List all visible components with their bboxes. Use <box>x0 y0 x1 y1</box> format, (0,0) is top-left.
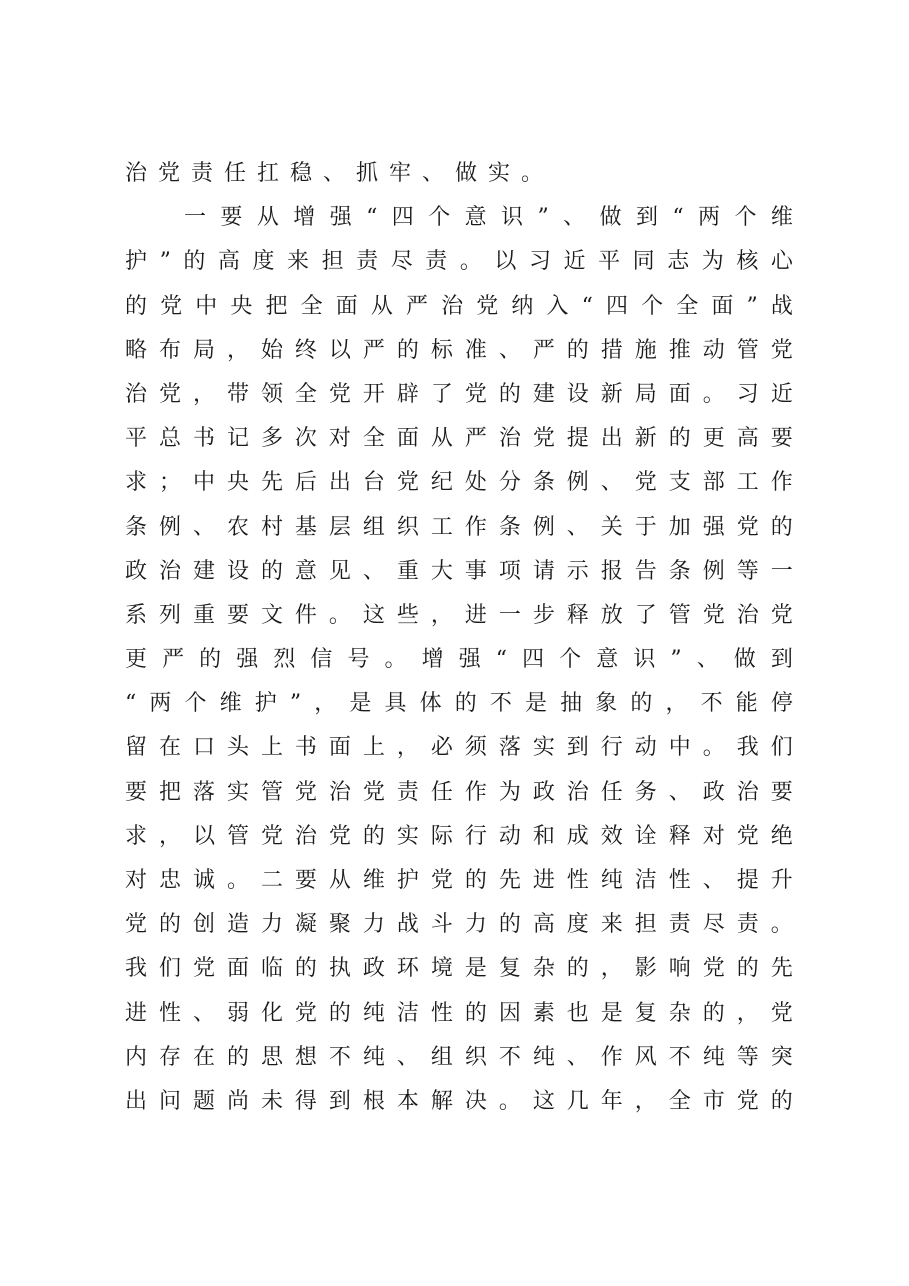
text-line: 护 ” 的 高 度 来 担 责 尽 责 。 以 习 近 平 同 志 为 核 心 <box>125 249 793 275</box>
text-line: 更 严 的 强 烈 信 号 。 增 强 “ 四 个 意 识 ” 、 做 到 <box>125 647 793 673</box>
text-line: 略 布 局 ， 始 终 以 严 的 标 准 、 严 的 措 施 推 动 管 党 <box>125 337 793 363</box>
text-line: 治党责任扛稳、抓牢、做实。 <box>125 161 555 186</box>
text-line: 政 治 建 设 的 意 见 、 重 大 事 项 请 示 报 告 条 例 等 一 <box>125 558 793 584</box>
text-line: 出 问 题 尚 未 得 到 根 本 解 决 。 这 几 年 ， 全 市 党 的 <box>125 1088 793 1114</box>
text-line: 留 在 口 头 上 书 面 上 ， 必 须 落 实 到 行 动 中 。 我 们 <box>125 735 793 761</box>
text-line: 进 性 、 弱 化 党 的 纯 洁 性 的 因 素 也 是 复 杂 的 ， 党 <box>125 1000 793 1026</box>
text-line: 的 党 中 央 把 全 面 从 严 治 党 纳 入 “ 四 个 全 面 ” 战 <box>125 293 793 319</box>
text-line: “ 两 个 维 护 ” ， 是 具 体 的 不 是 抽 象 的 ， 不 能 停 <box>125 691 793 717</box>
text-line: 要 把 落 实 管 党 治 党 责 任 作 为 政 治 任 务 、 政 治 要 <box>125 779 793 805</box>
text-line: 求 ； 中 央 先 后 出 台 党 纪 处 分 条 例 、 党 支 部 工 作 <box>125 470 793 496</box>
text-line: 党 的 创 造 力 凝 聚 力 战 斗 力 的 高 度 来 担 责 尽 责 。 <box>125 912 793 938</box>
body-text <box>125 152 793 1124</box>
text-line: 对 忠 诚 。 二 要 从 维 护 党 的 先 进 性 纯 洁 性 、 提 升 <box>125 868 793 893</box>
text-line: 治 党 ， 带 领 全 党 开 辟 了 党 的 建 设 新 局 面 。 习 近 <box>125 381 793 407</box>
text-line: 我 们 党 面 临 的 执 政 环 境 是 复 杂 的 ， 影 响 党 的 先 <box>125 956 793 982</box>
text-line: 系 列 重 要 文 件 。 这 些 ， 进 一 步 释 放 了 管 党 治 党 <box>125 602 793 628</box>
text-line: 平 总 书 记 多 次 对 全 面 从 严 治 党 提 出 新 的 更 高 要 <box>125 426 793 452</box>
text-line: 一 要 从 增 强 “ 四 个 意 识 ” 、 做 到 “ 两 个 维 <box>184 205 793 231</box>
text-line: 条 例 、 农 村 基 层 组 织 工 作 条 例 、 关 于 加 强 党 的 <box>125 514 793 540</box>
text-line: 内 存 在 的 思 想 不 纯 、 组 织 不 纯 、 作 风 不 纯 等 突 <box>125 1044 793 1070</box>
text-line: 求 ， 以 管 党 治 党 的 实 际 行 动 和 成 效 诠 释 对 党 绝 <box>125 823 793 849</box>
